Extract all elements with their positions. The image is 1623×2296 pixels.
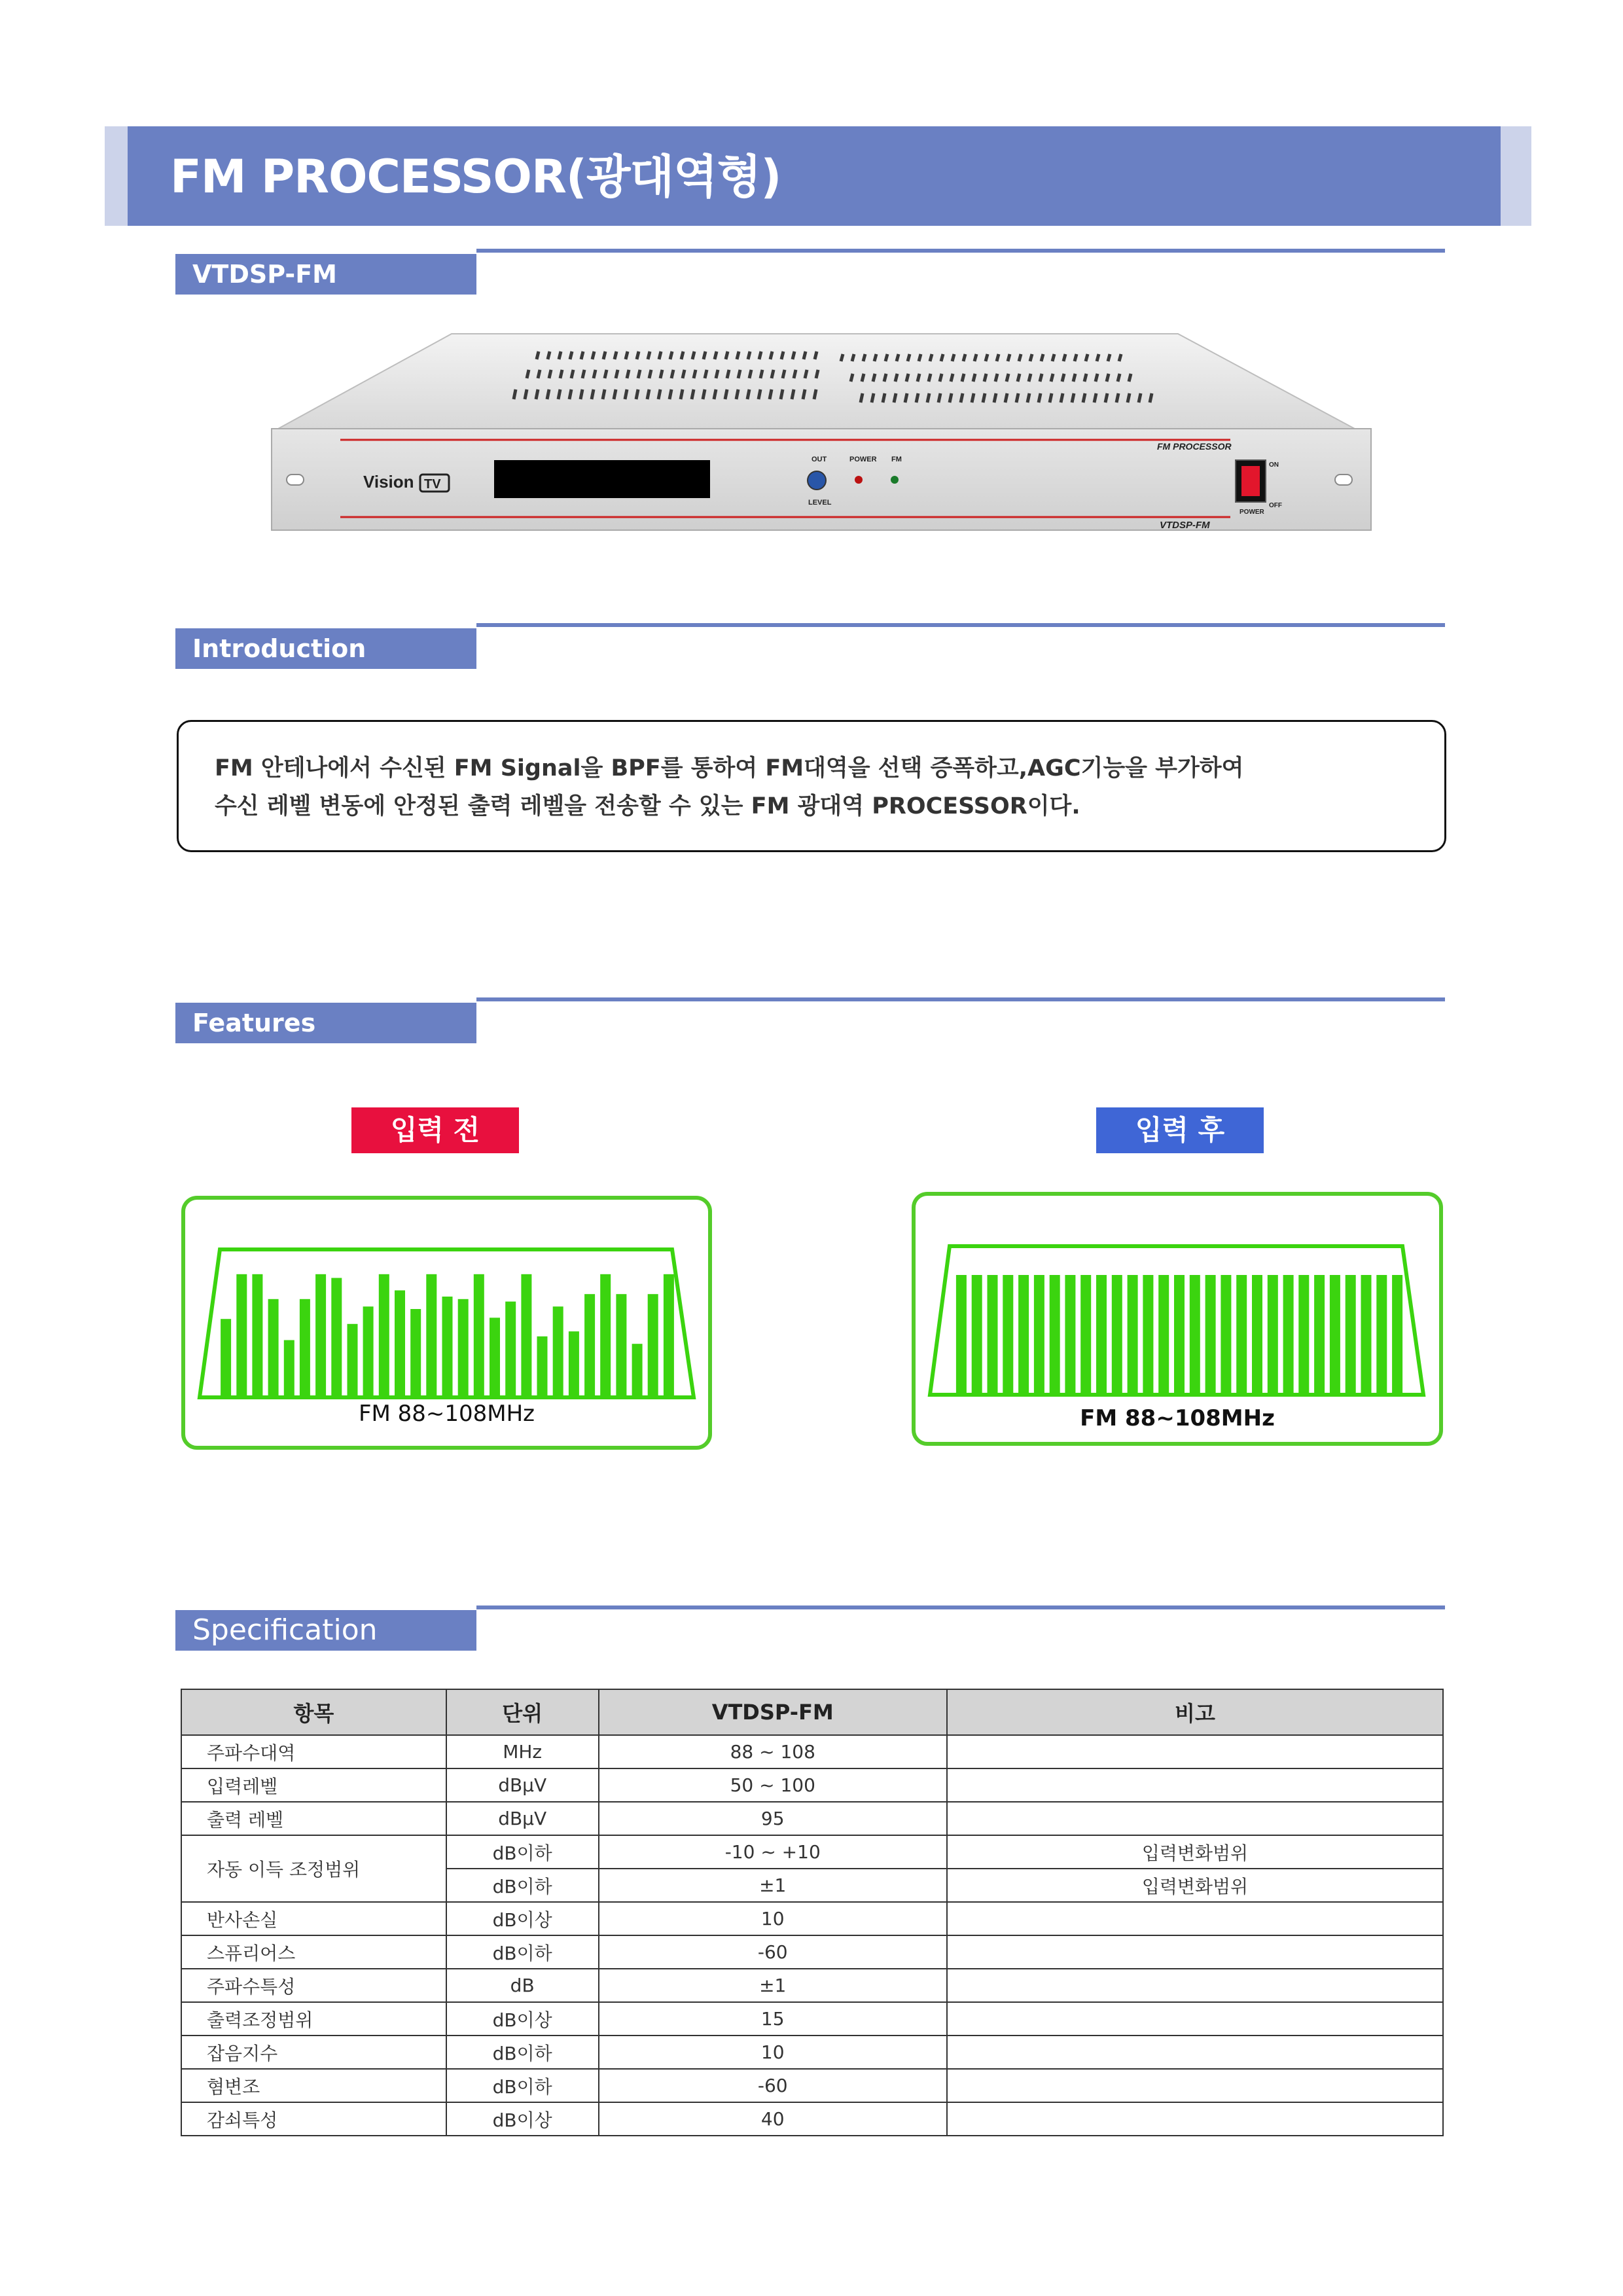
spectrum-bar (956, 1275, 967, 1393)
cell-note (947, 2069, 1443, 2102)
section-header-model: VTDSP-FM (175, 254, 476, 295)
spectrum-bar (252, 1274, 262, 1396)
spectrum-bar (1314, 1275, 1325, 1393)
table-row (181, 2036, 1443, 2069)
table-header-row (181, 1689, 1443, 1735)
cell-note (947, 2102, 1443, 2136)
table-row (181, 2002, 1443, 2036)
cell-item: 감쇠특성 (181, 2102, 446, 2136)
section-header-features: Features (175, 1003, 476, 1043)
cell-item: 주파수대역 (181, 1735, 446, 1768)
after-input-badge: 입력 후 (1096, 1107, 1264, 1153)
table-row (181, 2102, 1443, 2136)
spectrum-bar (553, 1306, 563, 1396)
specification-table (181, 1689, 1444, 2136)
table-row (181, 1969, 1443, 2002)
cell-unit: dB이하 (446, 2036, 599, 2069)
device-brand-tv: TV (424, 477, 441, 492)
cell-note (947, 2036, 1443, 2069)
page-title: FM PROCESSOR(광대역형) (170, 150, 781, 204)
spectrum-bar (300, 1299, 310, 1396)
before-input-badge: 입력 전 (351, 1107, 519, 1153)
cell-item: 잡음지수 (181, 2036, 446, 2069)
spectrum-bar (1205, 1275, 1216, 1393)
spectrum-bar (315, 1274, 326, 1396)
cell-note (947, 1768, 1443, 1802)
cell-note (947, 2002, 1443, 2036)
device-level-label: LEVEL (808, 499, 832, 507)
table-body (181, 1735, 1443, 2136)
section-header-introduction: Introduction (175, 628, 476, 669)
spectrum-bar (988, 1275, 998, 1393)
spectrum-bar (1392, 1275, 1402, 1393)
table-row (181, 1735, 1443, 1768)
header-unit: 단위 (446, 1689, 599, 1735)
cell-value: 50 ~ 100 (599, 1768, 947, 1802)
level-knob[interactable] (808, 471, 826, 490)
section-rule (476, 1605, 1445, 1609)
spectrum-bar (1128, 1275, 1138, 1393)
cell-value: ±1 (599, 1869, 947, 1902)
spectrum-bar (284, 1340, 294, 1397)
spectrum-bar (1080, 1275, 1091, 1393)
spectrum-bar (331, 1278, 342, 1397)
cell-unit: dB이하 (446, 1835, 599, 1869)
section-rule (476, 997, 1445, 1001)
spectrum-bar (616, 1294, 626, 1396)
cell-unit: MHz (446, 1735, 599, 1768)
switch-off-label: OFF (1269, 502, 1282, 509)
device-image (268, 331, 1374, 533)
spectrum-bar (1174, 1275, 1185, 1393)
spectrum-bar (584, 1294, 595, 1396)
spectrum-bar (1298, 1275, 1309, 1393)
spectrum-bar (410, 1309, 421, 1396)
spectrum-bar (521, 1274, 531, 1396)
cell-unit: dB이상 (446, 2102, 599, 2136)
cell-unit: dB이상 (446, 2002, 599, 2036)
spectrum-bar (1361, 1275, 1372, 1393)
cell-note: 입력변화범위 (947, 1869, 1443, 1902)
cell-unit: dB (446, 1969, 599, 2002)
spectrum-bar (442, 1297, 453, 1396)
cell-note (947, 1735, 1443, 1768)
cell-note (947, 1902, 1443, 1935)
spectrum-after-label: FM 88~108MHz (1080, 1405, 1275, 1431)
cell-note: 입력변화범위 (947, 1835, 1443, 1869)
spectrum-bar (1018, 1275, 1029, 1393)
spectrum-bar (1346, 1275, 1356, 1393)
device-brand: Vision (363, 472, 414, 492)
section-header-specification: Specification (175, 1610, 476, 1651)
switch-on-label: ON (1269, 461, 1279, 469)
spectrum-after (912, 1192, 1443, 1446)
spectrum-bar (379, 1274, 389, 1396)
spectrum-bar (221, 1319, 231, 1396)
spectrum-bar (664, 1274, 674, 1396)
cell-item: 자동 이득 조정범위 (181, 1835, 446, 1902)
spectrum-bar (1096, 1275, 1107, 1393)
spectrum-bar (474, 1274, 484, 1396)
cell-item: 출력조정범위 (181, 2002, 446, 2036)
spectrum-bar (236, 1274, 247, 1396)
spectrum-bar (537, 1336, 548, 1396)
spectrum-bar (395, 1291, 405, 1397)
spectrum-bar (348, 1324, 358, 1396)
spectrum-bar (458, 1299, 469, 1396)
spectrum-bar (1268, 1275, 1278, 1393)
cell-value: ±1 (599, 1969, 947, 2002)
device-model-label: VTDSP-FM (1160, 520, 1210, 531)
cell-unit: dBμV (446, 1768, 599, 1802)
spectrum-bar (1065, 1275, 1075, 1393)
table-row (181, 1935, 1443, 1969)
table-row (181, 1768, 1443, 1802)
cell-item: 스퓨리어스 (181, 1935, 446, 1969)
spectrum-bar (505, 1302, 516, 1396)
spectrum-bar (1221, 1275, 1231, 1393)
cell-value: 10 (599, 1902, 947, 1935)
spectrum-bar (1236, 1275, 1247, 1393)
cell-unit: dBμV (446, 1802, 599, 1835)
cell-note (947, 1935, 1443, 1969)
device-power-label: POWER (849, 456, 877, 463)
cell-item: 입력레벨 (181, 1768, 446, 1802)
cell-value: -10 ~ +10 (599, 1835, 947, 1869)
spectrum-before (181, 1196, 712, 1450)
cell-value: 95 (599, 1802, 947, 1835)
introduction-line-2: 수신 레벨 변동에 안정된 출력 레벨을 전송할 수 있는 FM 광대역 PROCESSOR이다. (215, 793, 1080, 819)
spectrum-bar (1376, 1275, 1387, 1393)
cell-value: 15 (599, 2002, 947, 2036)
spectrum-bar (1003, 1275, 1013, 1393)
table-row (181, 2069, 1443, 2102)
spectrum-before-label: FM 88~108MHz (358, 1401, 535, 1427)
section-rule (476, 249, 1445, 253)
spectrum-bar (1112, 1275, 1122, 1393)
spectrum-bar (1283, 1275, 1294, 1393)
header-item: 항목 (181, 1689, 446, 1735)
table-row (181, 1835, 1443, 1869)
spectrum-bar (1252, 1275, 1262, 1393)
cell-note (947, 1802, 1443, 1835)
cell-unit: dB이상 (446, 1902, 599, 1935)
device-out-label: OUT (812, 456, 827, 463)
spectrum-bar (648, 1294, 658, 1396)
cell-value: 10 (599, 2036, 947, 2069)
cell-item: 혐변조 (181, 2069, 446, 2102)
device-name-label: FM PROCESSOR (1157, 441, 1232, 452)
cell-item: 주파수특성 (181, 1969, 446, 2002)
fm-led (891, 476, 899, 484)
spectrum-bar (632, 1344, 643, 1396)
cell-item: 반사손실 (181, 1902, 446, 1935)
spectrum-bar (972, 1275, 982, 1393)
power-switch[interactable] (1241, 466, 1260, 496)
spectrum-bar (490, 1318, 500, 1396)
table-row (181, 1902, 1443, 1935)
spectrum-bar (426, 1274, 437, 1396)
spectrum-bar (1143, 1275, 1153, 1393)
spectrum-bar (268, 1299, 279, 1396)
spectrum-bar (363, 1306, 374, 1396)
spectrum-bar (569, 1331, 579, 1396)
spectrum-bar (1190, 1275, 1200, 1393)
cell-unit: dB이하 (446, 2069, 599, 2102)
cell-value: 88 ~ 108 (599, 1735, 947, 1768)
header-note: 비고 (947, 1689, 1443, 1735)
introduction-text (215, 749, 1243, 825)
spectrum-bar (1330, 1275, 1340, 1393)
cell-value: 40 (599, 2102, 947, 2136)
cell-note (947, 1969, 1443, 2002)
cell-value: -60 (599, 1935, 947, 1969)
introduction-box (177, 720, 1446, 852)
cell-unit: dB이하 (446, 1935, 599, 1969)
table-row (181, 1802, 1443, 1835)
header-model: VTDSP-FM (599, 1689, 947, 1735)
switch-power-label: POWER (1240, 509, 1264, 516)
introduction-line-1: FM 안테나에서 수신된 FM Signal을 BPF를 통하여 FM대역을 선택 증폭하고,AGC기능을 부가하여 (215, 755, 1244, 781)
power-led (855, 476, 863, 484)
section-rule (476, 623, 1445, 627)
spectrum-bar (1034, 1275, 1044, 1393)
spectrum-bar (1158, 1275, 1169, 1393)
cell-value: -60 (599, 2069, 947, 2102)
device-fm-label: FM (891, 456, 902, 463)
spectrum-bar (1050, 1275, 1060, 1393)
spectrum-bar (600, 1274, 611, 1396)
cell-item: 출력 레벨 (181, 1802, 446, 1835)
cell-unit: dB이하 (446, 1869, 599, 1902)
